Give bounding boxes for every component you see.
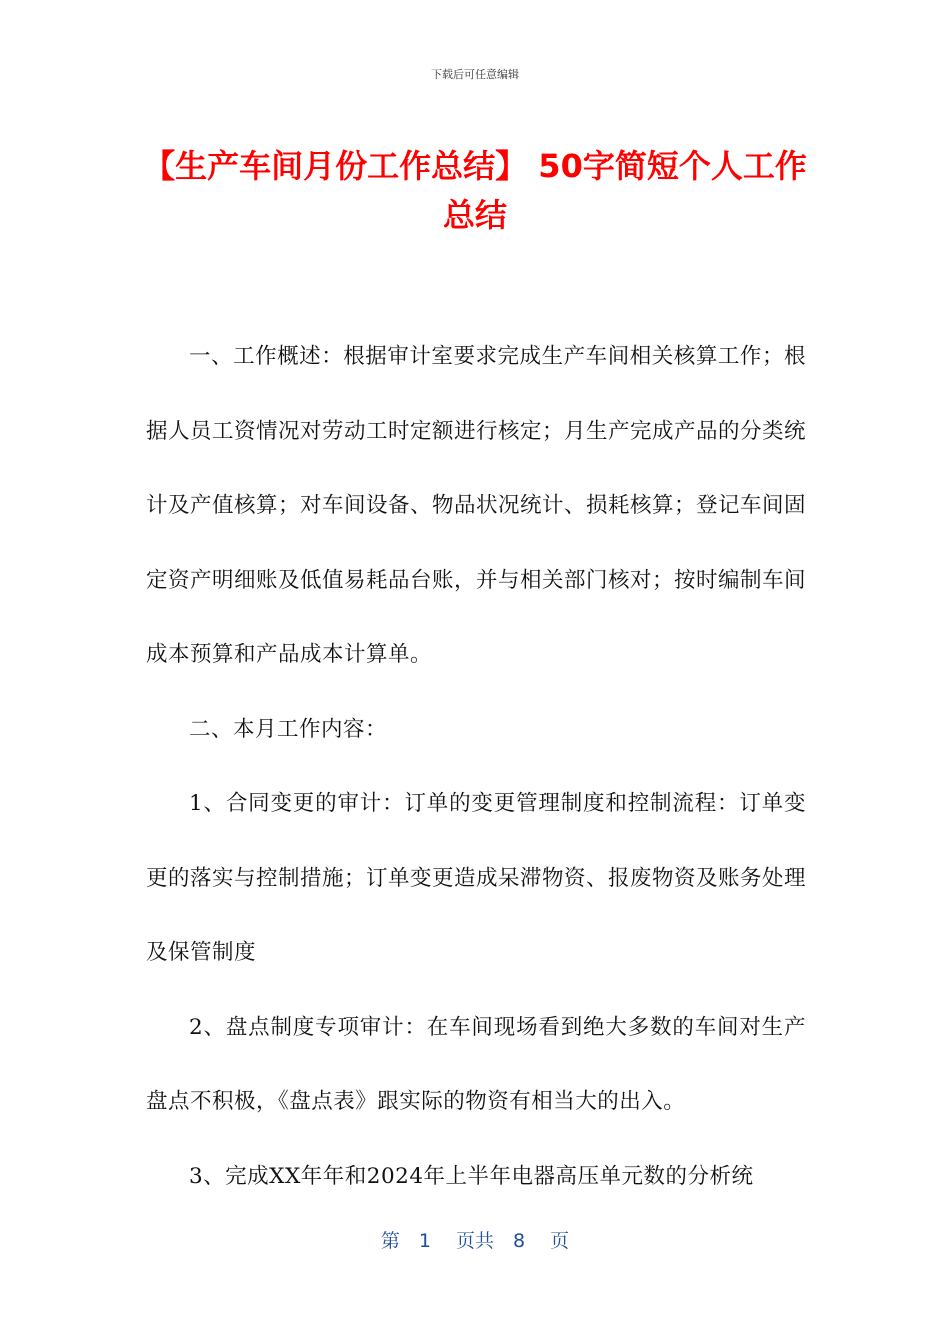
paragraph-section-heading: 二、本月工作内容： (189, 716, 388, 742)
header-note: 下载后可任意编辑 (431, 68, 519, 81)
document-title: 【生产车间月份工作总结】 50字简短个人工作总结 (143, 147, 807, 234)
paragraph-item-3: 3、完成XX年年和2024年上半年电器高压单元数的分析统 (189, 1163, 754, 1189)
paragraph-item-2: 2、盘点制度专项审计：在车间现场看到绝大多数的车间对生产盘点不积极，《盘点表》跟实际的物资有相当大的出入。 (146, 1014, 806, 1114)
page-number-footer: 第 1 页共 8 页 (380, 1230, 570, 1252)
document-body (146, 320, 806, 1214)
paragraph-item-1: 1、合同变更的审计：订单的变更管理制度和控制流程：订单变更的落实与控制措施；订单变更造成呆滞物资、报废物资及账务处理及保管制度 (146, 791, 807, 965)
paragraph-overview: 一、工作概述：根据审计室要求完成生产车间相关核算工作；根据人员工资情况对劳动工时定额进行核定；月生产完成产品的分类统计及产值核算；对车间设备、物品状况统计、损耗核算；登记车间固定资产明细账及低值易耗品台账，并与相关部门核对；按时编制车间成本预算和产品成本计算单。 (146, 344, 807, 667)
